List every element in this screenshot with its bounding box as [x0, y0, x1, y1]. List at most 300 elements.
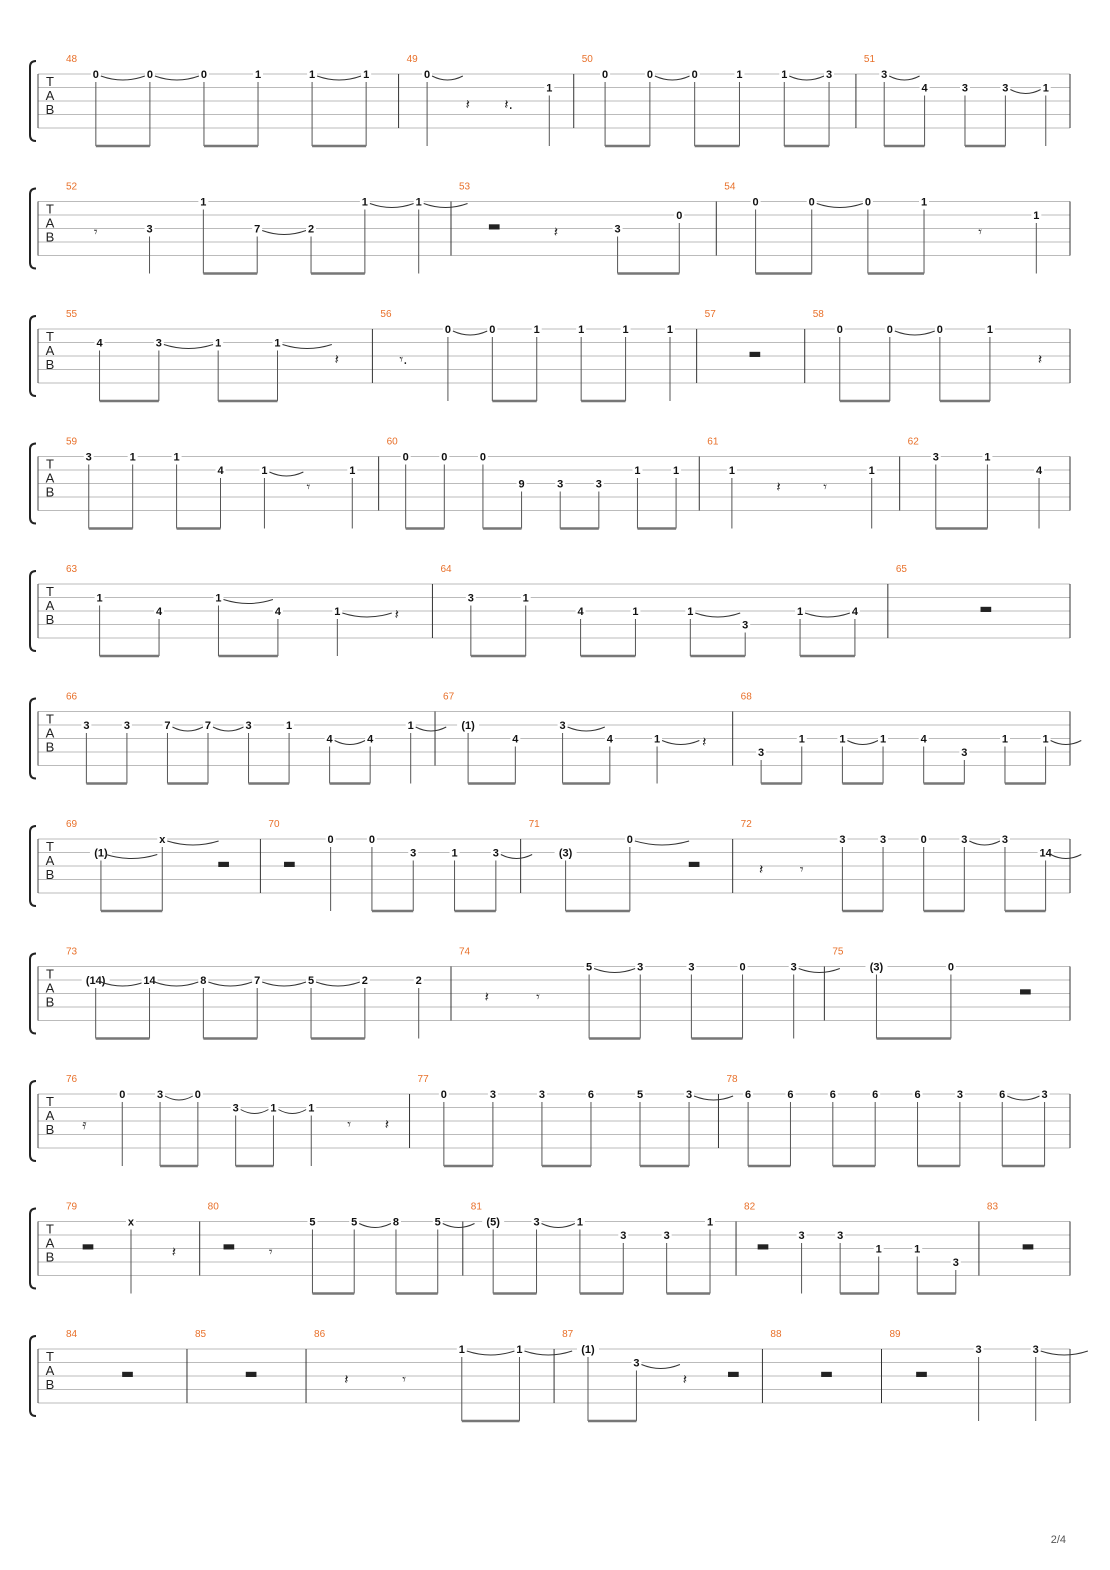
tab-clef-letter: B [45, 1122, 55, 1137]
fret-number: 1 [363, 69, 370, 81]
fret-number: 0 [444, 324, 451, 336]
tie-arc [655, 76, 690, 80]
tie-arc [106, 855, 157, 859]
fret-number: 6 [872, 1089, 879, 1101]
fret-number: 1 [576, 1216, 583, 1229]
rest-symbol: 𝄾 [823, 479, 827, 496]
fret-number: (1) [94, 847, 108, 860]
measure-number: 68 [740, 691, 752, 703]
fret-number: 0 [739, 961, 746, 974]
fret-number: 3 [557, 478, 564, 491]
fret-number: 3 [633, 1357, 640, 1370]
rest-symbol: ▬ [487, 218, 501, 235]
rest-symbol: 𝄾 [306, 479, 311, 496]
system-bracket [30, 699, 36, 779]
tie-arc [805, 613, 850, 617]
fret-number: 3 [798, 1230, 805, 1242]
rest-symbol: 𝄿 [82, 1117, 87, 1133]
fret-number: 3 [467, 592, 474, 605]
measure-number: 71 [528, 819, 540, 830]
tab-clef-letter: T [46, 456, 54, 472]
fret-number: 3 [1001, 834, 1009, 846]
fret-number: 1 [706, 1216, 714, 1229]
rest-symbol: 𝄽 [553, 224, 559, 241]
fret-number: 3 [932, 451, 939, 464]
measure-number: 55 [66, 309, 78, 320]
tab-clef-letter: B [45, 739, 55, 755]
rest-symbol: ▬ [1021, 1238, 1035, 1255]
tie-arc [443, 1224, 475, 1228]
tie-arc [370, 204, 414, 208]
fret-number: (14) [85, 975, 106, 987]
fret-number: 3 [956, 1089, 963, 1101]
tie-arc [789, 76, 824, 80]
fret-number: 3 [961, 747, 968, 759]
fret-number: 1 [516, 1344, 523, 1356]
fret-number: 1 [654, 733, 661, 746]
rest-symbol: 𝄾. [399, 352, 408, 368]
tab-clef-letter: A [45, 1363, 55, 1378]
fret-number: 3 [685, 1089, 693, 1101]
tab-clef-letter: T [46, 1221, 54, 1237]
rest-symbol: ▬ [914, 1366, 929, 1382]
measure-number: 53 [459, 181, 471, 193]
fret-number: 1 [781, 69, 788, 81]
tab-clef-letter: B [45, 994, 55, 1010]
measure-number: 79 [66, 1201, 78, 1213]
fret-number: 0 [836, 324, 843, 336]
fret-number: (1) [461, 720, 475, 732]
rest-symbol: ▬ [282, 856, 296, 872]
fret-number: 14 [143, 975, 156, 987]
tie-arc [164, 345, 213, 349]
tie-arc [889, 76, 919, 80]
fret-number: 1 [254, 69, 262, 81]
fret-number: 4 [155, 606, 163, 618]
fret-number: 1 [868, 465, 875, 477]
fret-number: 1 [173, 451, 180, 464]
fret-number: (5) [486, 1216, 500, 1229]
tie-arc [1007, 1096, 1039, 1100]
fret-number: 0 [808, 196, 815, 209]
tab-clef-letter: A [45, 598, 55, 613]
measure-number: 87 [562, 1329, 574, 1340]
measure-number: 77 [417, 1074, 429, 1085]
fret-number: 8 [392, 1216, 400, 1229]
rest-symbol: 𝄽 [344, 1372, 349, 1388]
rest-symbol: ▬ [687, 856, 701, 872]
measure-number: 70 [268, 819, 280, 830]
tie-arc [172, 727, 203, 731]
fret-number: 3 [156, 1089, 164, 1101]
measure-number: 59 [66, 436, 78, 448]
fret-number: 1 [274, 337, 281, 350]
fret-number: 1 [914, 1243, 921, 1256]
tab-clef-letter: B [45, 1377, 55, 1392]
tie-arc [316, 982, 360, 986]
fret-number: 1 [334, 606, 341, 618]
tie-arc [1051, 741, 1082, 745]
fret-number: 1 [415, 196, 422, 209]
tab-clef-letter: A [45, 1235, 55, 1251]
fret-number: 3 [559, 720, 566, 732]
system-bracket [30, 571, 36, 651]
measure-number: 63 [66, 564, 78, 575]
fret-number: (3) [869, 961, 884, 974]
rest-symbol: 𝄽 [465, 97, 470, 113]
fret-number: 1 [215, 592, 222, 605]
measure-number: 81 [470, 1201, 482, 1213]
tie-arc [695, 613, 740, 617]
fret-number: 1 [736, 69, 743, 81]
tie-arc [155, 76, 199, 80]
fret-number: 4 [512, 733, 519, 746]
rest-symbol: ▬ [726, 1366, 740, 1382]
fret-number: 1 [546, 82, 553, 95]
measure-number: 89 [889, 1329, 901, 1340]
tie-arc [165, 1096, 193, 1100]
measure-number: 58 [812, 309, 824, 320]
fret-number: 7 [254, 223, 261, 236]
measure-number: 61 [707, 436, 719, 448]
tab-clef-letter: T [46, 1094, 54, 1109]
rest-symbol: 𝄽 [394, 607, 399, 623]
fret-number: 4 [274, 606, 281, 618]
system-bracket [30, 316, 36, 396]
rest-symbol: 𝄽 [484, 989, 489, 1006]
measure-number: 50 [581, 54, 593, 65]
tab-clef-letter: T [46, 966, 54, 982]
tie-arc [262, 982, 306, 986]
fret-number: 0 [886, 324, 893, 336]
fret-number: 3 [533, 1216, 540, 1229]
system-bracket [30, 1336, 36, 1416]
fret-number: 1 [798, 733, 805, 746]
fret-number: 3 [879, 834, 887, 846]
fret-number: 1 [451, 847, 458, 860]
tab-clef-letter: T [46, 74, 54, 89]
tab-clef-letter: B [45, 357, 55, 372]
fret-number: 4 [577, 606, 584, 618]
rest-symbol: 𝄾 [536, 989, 540, 1006]
fret-number: 1 [407, 720, 414, 732]
fret-number: 0 [752, 196, 759, 209]
measure-number: 78 [726, 1074, 738, 1085]
tab-clef-letter: T [46, 201, 54, 217]
fret-number: 0 [646, 69, 653, 81]
tie-arc [213, 727, 244, 731]
tab-clef-letter: A [45, 343, 55, 358]
rest-symbol: 𝄾 [799, 862, 804, 878]
system-bracket [30, 1209, 36, 1289]
fret-number: 2 [415, 975, 422, 987]
fret-number: 1 [1042, 733, 1049, 746]
tie-arc [262, 231, 306, 235]
measure-number: 74 [459, 946, 471, 958]
fret-number: 0 [92, 69, 99, 81]
fret-number: 3 [961, 834, 968, 846]
tab-clef-letter: T [46, 329, 54, 344]
tab-clef-letter: A [45, 980, 55, 996]
fret-number: 1 [522, 592, 529, 605]
tie-arc [278, 1110, 306, 1114]
fret-number: 1 [666, 324, 674, 336]
tie-arc [208, 982, 252, 986]
tie-arc [223, 600, 272, 604]
tie-arc [467, 1351, 515, 1355]
fret-number: 1 [1001, 733, 1009, 746]
fret-number: 8 [200, 975, 207, 987]
tab-clef-letter: A [45, 88, 55, 103]
fret-number: 4 [920, 733, 927, 746]
fret-number: 6 [914, 1089, 921, 1101]
fret-number: 0 [676, 210, 683, 222]
tie-arc [453, 331, 487, 335]
fret-number: 3 [85, 451, 92, 464]
fret-number: 0 [920, 834, 927, 846]
fret-number: 7 [204, 720, 212, 732]
fret-number: 0 [864, 196, 871, 209]
measure-number: 82 [744, 1201, 756, 1213]
rest-symbol: ▬ [120, 1366, 135, 1382]
fret-number: 6 [745, 1089, 752, 1101]
fret-number: 4 [606, 733, 613, 746]
measure-number: 76 [66, 1074, 78, 1085]
fret-number: 0 [200, 69, 208, 81]
tie-arc [641, 1365, 679, 1369]
fret-number: 1 [215, 337, 222, 350]
fret-number: 0 [194, 1089, 201, 1101]
tie-arc [694, 1096, 733, 1100]
fret-number: 0 [424, 69, 431, 81]
tab-clef-letter: B [45, 867, 55, 882]
rest-symbol: ▬ [756, 1238, 770, 1255]
fret-number: 0 [479, 451, 486, 464]
fret-number: 4 [367, 733, 374, 746]
tab-clef-letter: A [45, 725, 55, 741]
fret-number: 3 [688, 961, 695, 974]
fret-number: 4 [96, 337, 103, 350]
fret-number: 0 [947, 961, 954, 974]
measure-number: 54 [724, 181, 736, 193]
tab-clef-letter: B [45, 484, 55, 500]
fret-number: 1 [632, 606, 639, 618]
tie-arc [847, 741, 878, 745]
tie-arc [424, 204, 468, 208]
tie-arc [335, 741, 366, 745]
fret-number: 2 [361, 975, 368, 987]
fret-number: 3 [620, 1230, 627, 1242]
fret-number: 1 [728, 465, 735, 477]
fret-number: 6 [999, 1089, 1006, 1101]
tab-clef-letter: T [46, 839, 54, 854]
fret-number: 4 [1035, 465, 1043, 477]
fret-number: 3 [489, 1089, 496, 1101]
fret-number: 3 [410, 847, 417, 860]
fret-number: 14 [1039, 847, 1052, 860]
tie-arc [635, 841, 689, 845]
system-bracket [30, 1081, 36, 1161]
tie-arc [1051, 855, 1082, 859]
measure-number: 85 [194, 1329, 207, 1340]
tab-clef-letter: T [46, 584, 54, 599]
page-number: 2/4 [1050, 1534, 1066, 1546]
measure-number: 52 [66, 181, 78, 193]
rest-symbol: 𝄾 [402, 1372, 406, 1388]
fret-number: 3 [1002, 82, 1009, 95]
rest-symbol: ▬ [748, 346, 762, 362]
fret-number: 0 [402, 451, 409, 464]
measure-number: 64 [440, 564, 452, 575]
fret-number: 0 [691, 69, 698, 81]
measure-number: 69 [66, 819, 78, 830]
measure-number: 67 [443, 691, 455, 703]
measure-number: 84 [66, 1329, 78, 1340]
fret-number: 0 [440, 1089, 447, 1101]
fret-number: 5 [307, 975, 315, 987]
fret-number: x [127, 1216, 135, 1229]
fret-number: 0 [119, 1089, 126, 1101]
fret-number: 6 [829, 1089, 836, 1101]
fret-number: 5 [636, 1089, 644, 1101]
fret-number: 3 [1041, 1089, 1048, 1101]
fret-number: 0 [936, 324, 943, 336]
fret-number: 3 [614, 223, 621, 236]
tie-arc [817, 204, 863, 208]
measure-number: 56 [380, 309, 392, 320]
tie-arc [542, 1224, 575, 1228]
tie-arc [155, 982, 199, 986]
tie-arc [524, 1351, 572, 1355]
fret-number: 7 [254, 975, 261, 987]
fret-number: 1 [533, 324, 540, 336]
fret-number: 1 [634, 465, 641, 477]
fret-number: 5 [309, 1216, 316, 1229]
rest-symbol: 𝄽 [682, 1372, 688, 1388]
rest-symbol: ▬ [222, 1238, 236, 1255]
fret-number: 3 [155, 337, 162, 350]
fret-number: 3 [232, 1102, 239, 1115]
tab-clef-letter: T [46, 1349, 54, 1364]
rest-symbol: 𝄽 [776, 479, 781, 496]
fret-number: 3 [538, 1089, 545, 1101]
fret-number: 3 [758, 747, 765, 759]
tie-arc [1041, 1351, 1088, 1355]
measure-number: 73 [66, 946, 78, 958]
system-bracket [30, 61, 36, 141]
fret-number: 3 [1032, 1344, 1039, 1356]
fret-number: 4 [217, 465, 224, 477]
rest-symbol: ▬ [216, 856, 231, 872]
measure-number: 57 [704, 309, 716, 320]
tie-arc [895, 331, 935, 335]
fret-number: 1 [673, 465, 680, 477]
fret-number: 6 [587, 1089, 595, 1101]
measure-number: 88 [770, 1329, 782, 1340]
fret-number: 3 [123, 720, 130, 732]
fret-number: x [159, 834, 166, 846]
fret-number: 1 [1042, 82, 1049, 95]
fret-number: 6 [787, 1089, 794, 1101]
fret-number: 1 [200, 196, 207, 209]
tab-clef-letter: B [45, 102, 55, 117]
tie-arc [799, 969, 840, 973]
rest-symbol: 𝄽 [171, 1244, 177, 1261]
tab-clef-letter: A [45, 215, 55, 231]
fret-number: 1 [1033, 210, 1040, 222]
tie-arc [432, 76, 463, 80]
fret-number: 0 [441, 451, 448, 464]
fret-number: 3 [881, 69, 888, 81]
fret-number: 7 [164, 720, 171, 732]
measure-number: 72 [740, 819, 752, 830]
fret-number: 1 [839, 733, 846, 746]
fret-number: 1 [270, 1102, 277, 1115]
fret-number: 1 [986, 324, 993, 336]
tab-clef-letter: B [45, 1249, 55, 1265]
fret-number: 3 [952, 1257, 959, 1269]
fret-number: 1 [796, 606, 804, 618]
rest-symbol: 𝄽 [758, 862, 764, 878]
fret-number: 5 [586, 961, 593, 974]
measure-number: 65 [895, 564, 907, 575]
fret-number: 3 [825, 69, 833, 81]
fret-number: 3 [790, 961, 797, 974]
fret-number: 3 [837, 1230, 844, 1242]
tie-arc [1010, 90, 1040, 94]
fret-number: 1 [879, 733, 887, 746]
tie-arc [282, 345, 331, 349]
tab-clef-letter: B [45, 612, 55, 627]
measure-number: 66 [66, 691, 78, 703]
tie-arc [317, 76, 361, 80]
rest-symbol: 𝄾 [347, 1117, 351, 1133]
system-bracket [30, 444, 36, 524]
fret-number: 0 [146, 69, 153, 81]
tab-clef-letter: A [45, 470, 55, 486]
measure-number: 80 [207, 1201, 219, 1213]
tie-arc [269, 472, 303, 476]
measure-number: 48 [66, 54, 78, 65]
system-bracket [30, 954, 36, 1034]
rest-symbol: 𝄽 [702, 734, 707, 751]
fret-number: 3 [245, 720, 252, 732]
fret-number: 1 [349, 465, 356, 477]
fret-number: 4 [921, 82, 928, 95]
fret-number: 1 [687, 606, 694, 618]
fret-number: 3 [742, 619, 749, 632]
fret-number: 0 [602, 69, 609, 81]
fret-number: 1 [875, 1243, 882, 1256]
fret-number: 3 [83, 720, 90, 732]
rest-symbol: ▬ [1018, 983, 1032, 1000]
measure-number: 62 [907, 436, 919, 448]
fret-number: 1 [622, 324, 629, 336]
system-bracket [30, 189, 36, 269]
fret-number: 1 [286, 720, 293, 732]
tie-arc [101, 76, 145, 80]
fret-number: 3 [975, 1344, 982, 1356]
rest-symbol: 𝄾 [978, 224, 983, 241]
fret-number: 3 [146, 223, 153, 236]
rest-symbol: ▬ [81, 1238, 95, 1255]
tie-arc [501, 855, 532, 859]
tie-arc [568, 727, 605, 731]
tie-arc [359, 1224, 391, 1228]
fret-number: 1 [361, 196, 368, 209]
rest-symbol: ▬ [244, 1366, 258, 1382]
fret-number: 1 [578, 324, 585, 336]
